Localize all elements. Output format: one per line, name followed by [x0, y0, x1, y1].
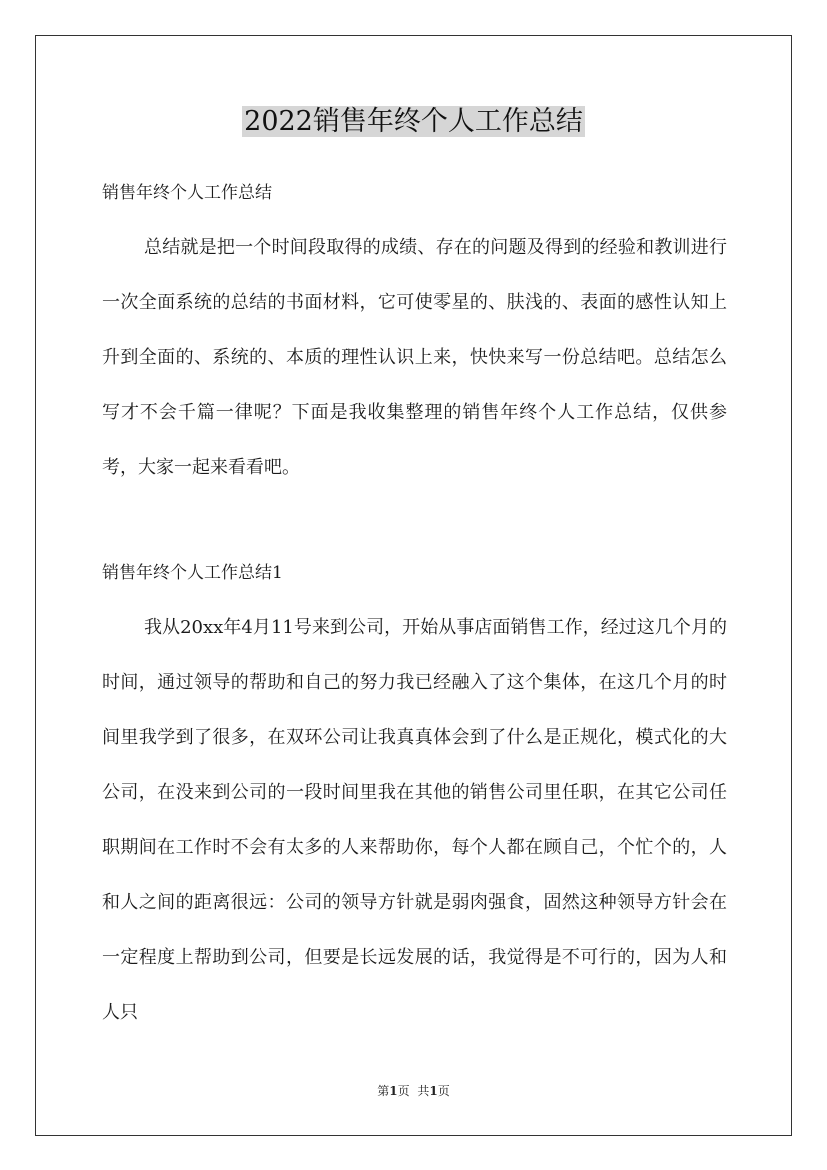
document-title-wrap: [0, 104, 827, 140]
footer-page-num: 1: [389, 1084, 398, 1098]
section1-paragraph: 我从20xx年4月11号来到公司，开始从事店面销售工作，经过这几个月的时间，通过领导的帮助和自己的努力我已经融入了这个集体，在这几个月的时间里我学到了很多，在双环公司让我真真体会到了什么是正规化，模式化的大公司，在没来到公司的一段时间里我在其他的销售公司里任职，在其它公司任职期间在工作时不会有太多的人来帮助你，每个人都在顾自己，个忙个的，人和人之间的距离很远：公司的领导方针就是弱肉强食，固然这种领导方针会在一定程度上帮助到公司，但要是长远发展的话，我觉得是不可行的，因为人和人只: [102, 617, 727, 1023]
footer-total-prefix: 共: [417, 1084, 430, 1098]
footer-page-prefix: 第: [377, 1084, 390, 1098]
intro-heading: 销售年终个人工作总结: [102, 183, 272, 203]
page-footer: [0, 1082, 827, 1099]
intro-paragraph: 总结就是把一个时间段取得的成绩、存在的问题及得到的经验和教训进行一次全面系统的总结的书面材料，它可使零星的、肤浅的、表面的感性认知上升到全面的、系统的、本质的理性认识上来，快快来写一份总结吧。总结怎么写才不会千篇一律呢？下面是我收集整理的销售年终个人工作总结，仅供参考，大家一起来看看吧。: [102, 237, 727, 478]
footer-page-suffix: 页: [397, 1084, 410, 1098]
section1-heading: 销售年终个人工作总结1: [102, 563, 283, 583]
footer-total-num: 1: [429, 1084, 438, 1098]
footer-total-suffix: 页: [437, 1084, 450, 1098]
document-title: 2022销售年终个人工作总结: [244, 106, 583, 137]
